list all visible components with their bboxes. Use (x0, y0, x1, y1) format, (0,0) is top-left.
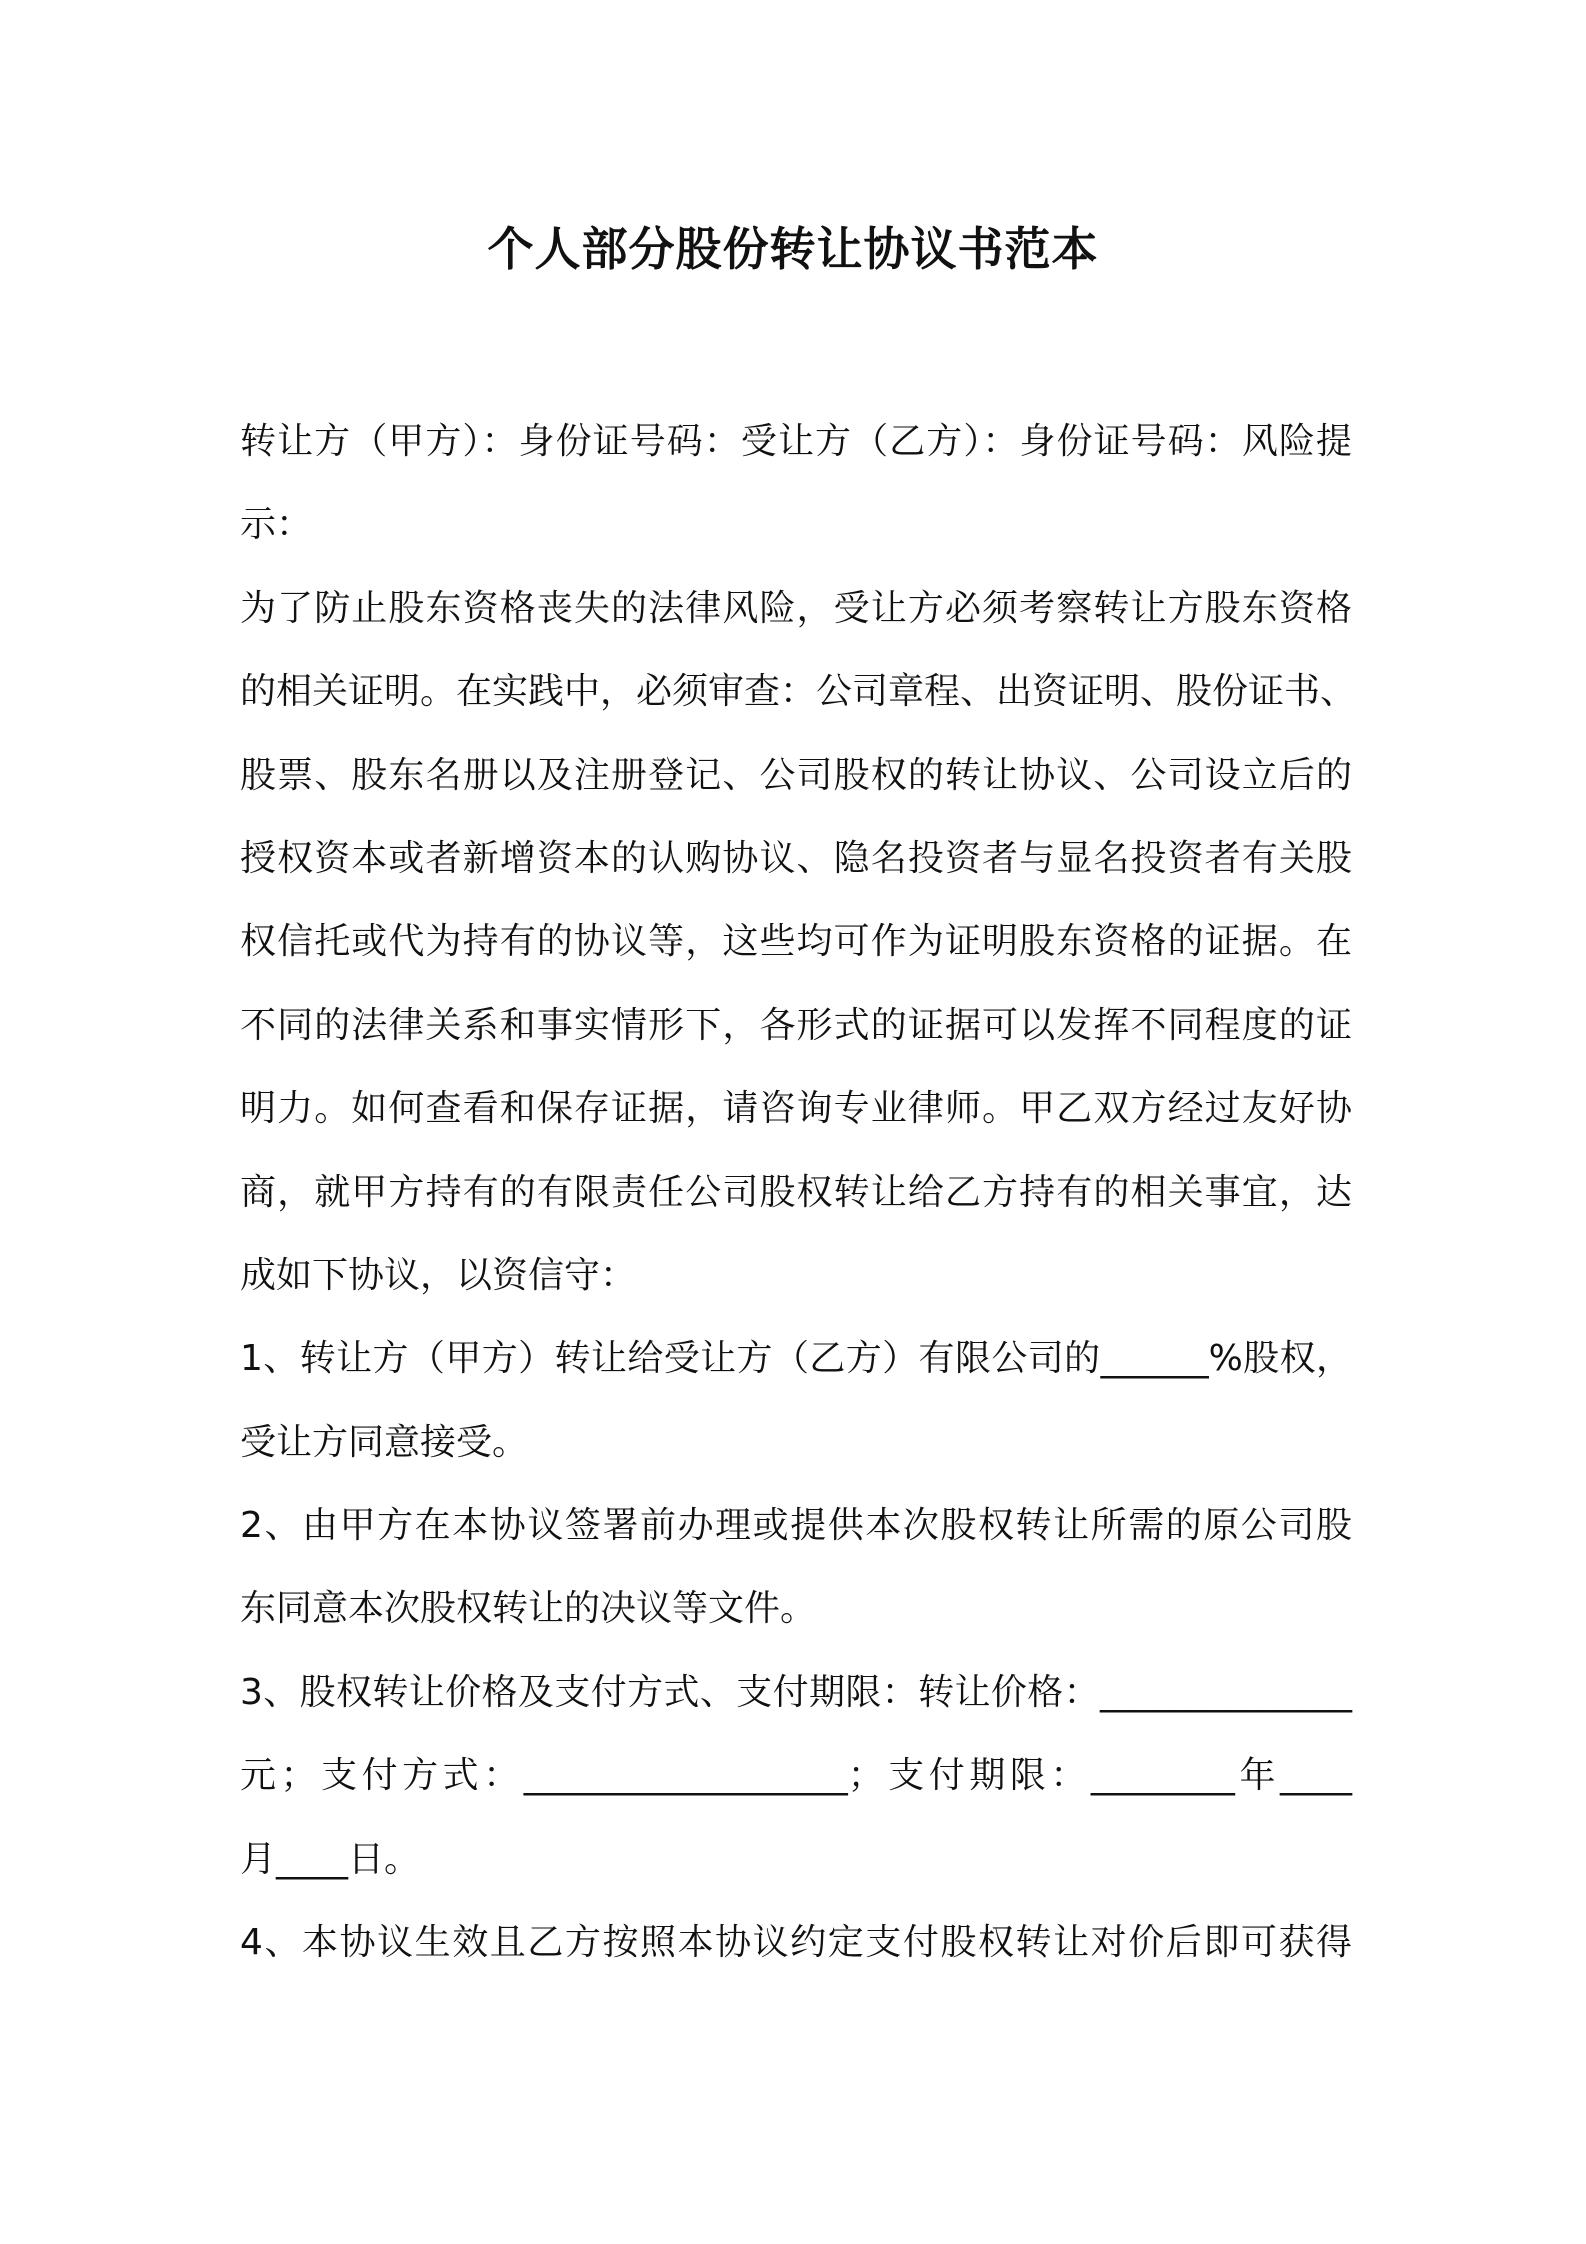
paragraph-line: 不同的法律关系和事实情形下，各形式的证据可以发挥不同程度的证 (240, 1004, 1352, 1046)
paragraph-line: 商，就甲方持有的有限责任公司股权转让给乙方持有的相关事宜，达 (240, 1171, 1352, 1213)
document-title: 个人部分股份转让协议书范本 (487, 222, 1099, 276)
paragraph-line: 授权资本或者新增资本的认购协议、隐名投资者与显名投资者有关股 (240, 837, 1352, 879)
paragraph-line: 转让方（甲方）：身份证号码：受让方（乙方）：身份证号码：风险提 (240, 421, 1352, 462)
document-body (240, 400, 1357, 1984)
clause-3-line: 3、股权转让价格及支付方式、支付期限：转让价格：______________ (240, 1671, 1352, 1713)
clause-2-line: 东同意本次股权转让的决议等文件。 (240, 1588, 817, 1630)
paragraph-line: 权信托或代为持有的协议等，这些均可作为证明股东资格的证据。在 (240, 921, 1352, 963)
clause-1-line: 受让方同意接受。 (240, 1421, 529, 1463)
clause-4-line: 4、本协议生效且乙方按照本协议约定支付股权转让对价后即可获得 (240, 1922, 1352, 1964)
clause-1-line: 1、转让方（甲方）转让给受让方（乙方）有限公司的______%股权， (240, 1338, 1352, 1380)
paragraph-line: 成如下协议，以资信守： (240, 1254, 637, 1296)
clause-3-line: 月____日。 (240, 1838, 421, 1880)
paragraph-line: 的相关证明。在实践中，必须审查：公司章程、出资证明、股份证书、 (240, 671, 1357, 713)
clause-2-line: 2、由甲方在本协议签署前办理或提供本次股权转让所需的原公司股 (240, 1505, 1352, 1547)
paragraph-line: 示： (240, 504, 313, 546)
clause-3-line: 元；支付方式：__________________；支付期限：________年____ (240, 1755, 1352, 1797)
paragraph-line: 股票、股东名册以及注册登记、公司股权的转让协议、公司设立后的 (240, 754, 1352, 796)
paragraph-line: 明力。如何查看和保存证据，请咨询专业律师。甲乙双方经过友好协 (240, 1088, 1352, 1130)
paragraph-line: 为了防止股东资格丧失的法律风险，受让方必须考察转让方股东资格 (240, 587, 1352, 629)
